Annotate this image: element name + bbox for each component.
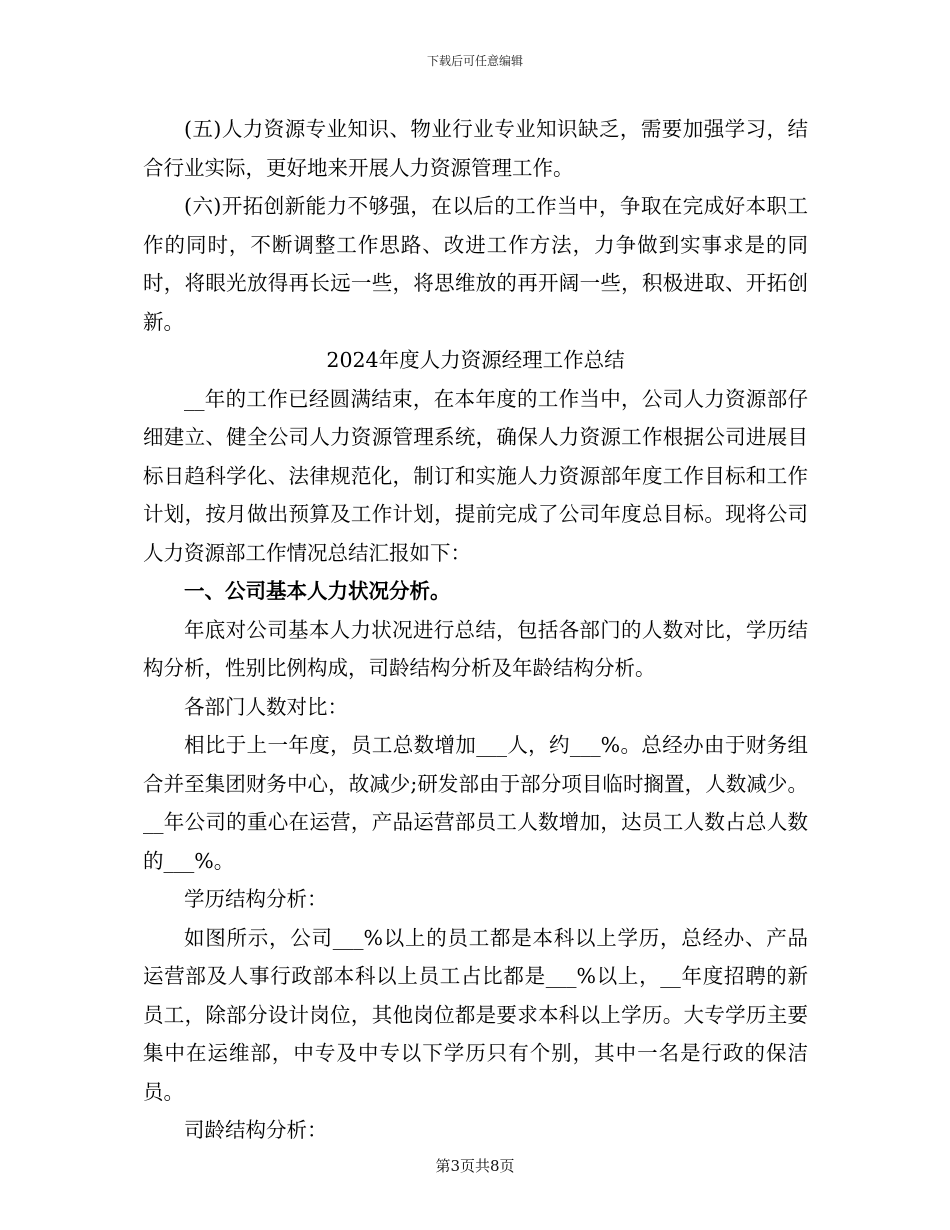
subheading-department-count: 各部门人数对比： bbox=[184, 694, 348, 719]
paragraph-intro: __年的工作已经圆满结束，在本年度的工作当中，公司人力资源部仔细建立、健全公司人力资源管理系统，确保人力资源工作根据公司进展目标日趋科学化、法律规范化，制订和实施人力资源部年度工作目标和工作计划，按月做出预算及工作计划，提前完成了公司年度总目标。现将公司人力资源部工作情况总结汇报如下： bbox=[143, 386, 808, 565]
section-heading-1: 一、公司基本人力状况分析。 bbox=[184, 579, 451, 603]
paragraph-department-count: 相比于上一年度，员工总数增加___人，约___%。总经办由于财务组合并至集团财务中心，故减少;研发部由于部分项目临时搁置，人数减少。__年公司的重心在运营，产品运营部员工人数增加，达员工人数占总人数的___%。 bbox=[143, 733, 808, 873]
paragraph-overview: 年底对公司基本人力状况进行总结，包括各部门的人数对比，学历结构分析，性别比例构成，司龄结构分析及年龄结构分析。 bbox=[143, 617, 808, 680]
paragraph-education: 如图所示，公司___%以上的员工都是本科以上学历，总经办、产品运营部及人事行政部本科以上员工占比都是___%以上，__年度招聘的新员工，除部分设计岗位，其他岗位都是要求本科以上学历。大专学历主要集中在运维部，中专及中专以下学历只有个别，其中一名是行政的保洁员。 bbox=[143, 925, 808, 1104]
paragraph-five: (五)人力资源专业知识、物业行业专业知识缺乏，需要加强学习，结合行业实际，更好地来开展人力资源管理工作。 bbox=[143, 117, 808, 180]
header-note: 下载后可任意编辑 bbox=[426, 54, 523, 68]
paragraph-six: (六)开拓创新能力不够强，在以后的工作当中，争取在完成好本职工作的同时，不断调整工作思路、改进工作方法，力争做到实事求是的同时，将眼光放得再长远一些，将思维放的再开阔一些，积极进取、开拓创新。 bbox=[143, 194, 808, 334]
document-body bbox=[143, 110, 808, 1150]
document-title: 2024年度人力资源经理工作总结 bbox=[326, 348, 625, 372]
subheading-seniority: 司龄结构分析： bbox=[184, 1118, 328, 1142]
subheading-education: 学历结构分析： bbox=[184, 887, 328, 911]
page-footer: 第3页共8页 bbox=[435, 1157, 515, 1175]
